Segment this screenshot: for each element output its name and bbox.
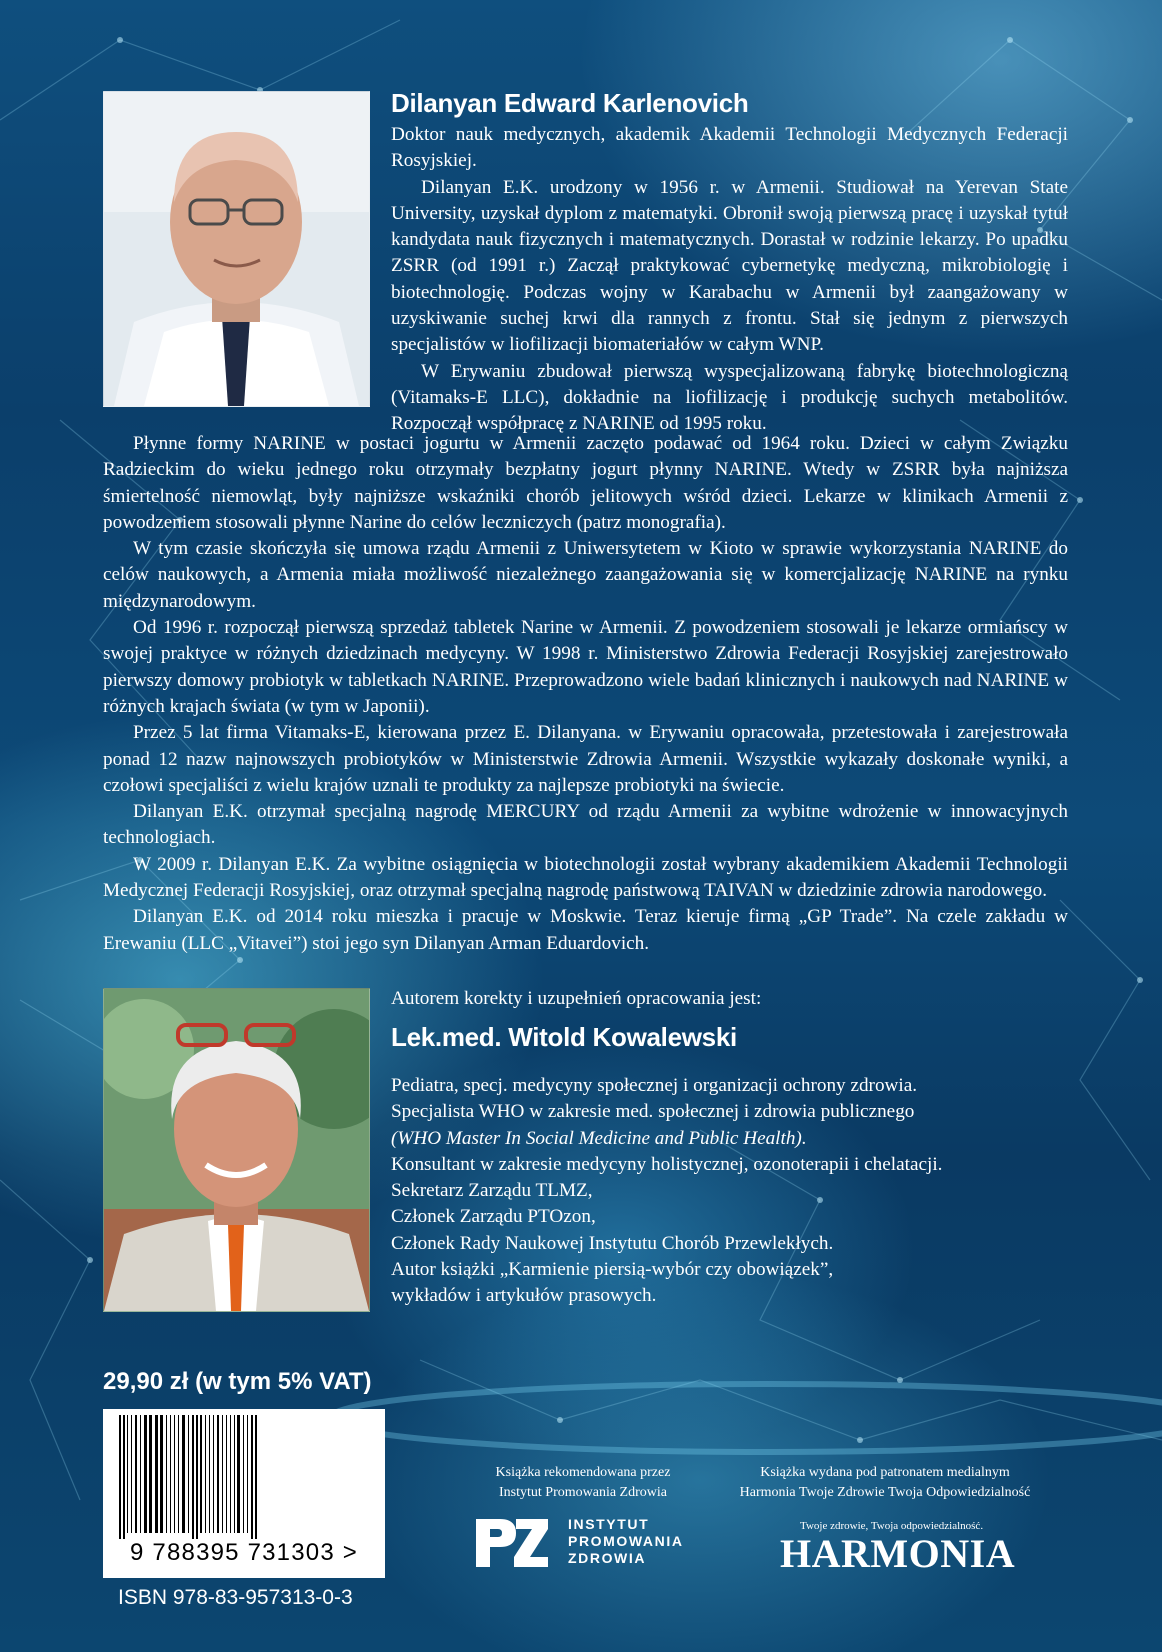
author1-bio-paragraph: Doktor nauk medycznych, akademik Akademii Technologii Medycznych Federacji Rosyjskiej. [391, 124, 1068, 172]
author2-bio-line: Członek Rady Naukowej Instytutu Chorób Przewlekłych. [391, 1232, 834, 1254]
barcode-bar [213, 1415, 214, 1533]
body-paragraph: Płynne formy NARINE w postaci jogurtu w Armenii zaczęto podawać od 1964 roku. Dzieci w całym Związku Radzieckim do wieku jednego roku otrzymały bezpłatny jogurt płynny NARINE. Wtedy w ZSRR była najniższa śmiertelność niemowląt, były najniższe wskaźniki chorób jelitowych wśród dzieci. Lekarze w klinikach Armenii z powodzeniem stosowali płynne Narine do celów leczniczych (patrz monografia). [103, 433, 1068, 533]
barcode [103, 1409, 385, 1578]
author2-bio-line: Członek Zarządu PTOzon, [391, 1206, 596, 1228]
author2-name: Lek.med. Witold Kowalewski [391, 1022, 737, 1052]
author2-bio-line: (WHO Master In Social Medicine and Public Health). [391, 1127, 807, 1149]
barcode-bar [123, 1415, 125, 1539]
author2-lead: Autorem korekty i uzupełnień opracowania jest: [391, 988, 762, 1009]
author2-bio-line: Specjalista WHO w zakresie med. społecznej i zdrowia publicznego [391, 1101, 915, 1123]
harmonia-caption-line: Książka wydana pod patronatem medialnym [760, 1465, 1010, 1480]
body-paragraph: Dilanyan E.K. otrzymał specjalną nagrodę MERCURY od rządu Armenii za wybitne wdrożenie w innowacyjnych technologiach. [103, 801, 1068, 849]
barcode-bar [170, 1415, 171, 1533]
barcode-bar [135, 1415, 137, 1533]
barcode-bar [230, 1415, 231, 1533]
author2-bio-line: Pediatra, specj. medycyny społecznej i organizacji ochrony zdrowia. [391, 1075, 918, 1096]
barcode-bar [160, 1415, 163, 1533]
author1-bio-paragraph: W Erywaniu zbudował pierwszą wyspecjalizowaną fabrykę biotechnologiczną (Vitamaks-E LLC), dokładnie na liofilizację i produkcję suchych metabolitów. Rozpoczął współpracę z NARINE od 1995 roku. [391, 360, 1068, 435]
harmonia-caption [720, 1463, 1050, 1503]
author-photo-dilanyan [103, 91, 370, 407]
ipz-logo-line: ZDROWIA [568, 1550, 647, 1566]
body-paragraph: W 2009 r. Dilanyan E.K. Za wybitne osiągnięcia w biotechnologii został wybrany akademikiem Akademii Technologii Medycznej Federacji Rosyjskiej, oraz otrzymał specjalną nagrodę państwową TAIVAN w dziedzinie zdrowia narodowego. [103, 853, 1068, 902]
barcode-bar [205, 1415, 206, 1533]
barcode-bar [200, 1415, 202, 1533]
ipz-logo-line: INSTYTUT [568, 1516, 650, 1532]
barcode-bar [237, 1415, 240, 1533]
barcode-bar [178, 1415, 179, 1533]
ipz-caption [452, 1463, 714, 1503]
price-label: 29,90 zł (w tym 5% VAT) [103, 1368, 372, 1395]
author2-bio [391, 1073, 1051, 1310]
barcode-bar [144, 1415, 147, 1533]
barcode-bar [234, 1415, 235, 1533]
ipz-caption-line: Książka rekomendowana przez [495, 1465, 671, 1480]
barcode-bar [226, 1415, 227, 1533]
barcode-bar [192, 1415, 194, 1539]
barcode-bar [209, 1415, 210, 1533]
barcode-bar [243, 1415, 244, 1533]
body-paragraph: Dilanyan E.K. od 2014 roku mieszka i pracuje w Moskwie. Teraz kieruje firmą „GP Trade”. Na czele zakładu w Erewaniu (LLC „Vitavei”) stoi jego syn Dilanyan Arman Eduardovich. [103, 906, 1068, 954]
barcode-bar [166, 1415, 167, 1533]
barcode-bar [222, 1415, 223, 1533]
barcode-bar [131, 1415, 132, 1533]
author1-name: Dilanyan Edward Karlenovich [391, 88, 749, 118]
barcode-bar [140, 1415, 141, 1533]
author2-bio-line: Konsultant w zakresie medycyny holistycznej, ozonoterapii i chelatacji. [391, 1153, 943, 1175]
barcode-bar [155, 1415, 158, 1533]
barcode-bars [103, 1409, 385, 1539]
harmonia-logo: HARMONIA [780, 1531, 1016, 1576]
ipz-logo-text [568, 1516, 684, 1567]
ipz-logo-icon [470, 1515, 550, 1570]
isbn-number: ISBN 978-83-957313-0-3 [118, 1586, 353, 1609]
ipz-logo-line: PROMOWANIA [568, 1533, 684, 1549]
author2-bio-line: wykładów i artykułów prasowych. [391, 1285, 657, 1307]
harmonia-tagline: Twoje zdrowie, Twoja odpowiedzialność. [800, 1520, 984, 1532]
harmonia-caption-line: Harmonia Twoje Zdrowie Twoja Odpowiedzialność [739, 1485, 1031, 1500]
body-paragraph: Przez 5 lat firma Vitamaks-E, kierowana przez E. Dilanyana. w Erywaniu opracowała, przetestowała i zarejestrowała ponad 12 nazw najnowszych probiotyków w Ministerstwie Zdrowia Armenii. Wszystkie wykazały doskonałe wyniki, a czołowi specjaliści z wielu krajów uznali te produkty za najlepsze probiotyki na świecie. [103, 722, 1068, 796]
barcode-bar [251, 1415, 253, 1539]
barcode-digits: 9 788395 731303 > [130, 1539, 358, 1566]
author2-bio-line: Sekretarz Zarządu TLMZ, [391, 1180, 593, 1202]
barcode-bar [174, 1415, 175, 1533]
barcode-bar [255, 1415, 257, 1539]
narine-history-text [103, 431, 1068, 957]
barcode-bar [182, 1415, 185, 1533]
author2-bio-line: Autor książki „Karmienie piersią-wybór czy obowiązek”, [391, 1259, 834, 1281]
barcode-bar [196, 1415, 198, 1539]
barcode-bar [247, 1415, 248, 1533]
author1-bio-paragraph: Dilanyan E.K. urodzony w 1956 r. w Armenii. Studiował na Yerevan State University, uzyskał dyplom z matematyki. Obronił swoją pierwszą pracę i uzyskał tytuł kandydata nauk fizycznych i matematycznych. Dorastał w rodzinie lekarzy. Po upadku ZSRR (od 1991 r.) Zaczął praktykować cybernetykę medyczną, mikrobiologię i biotechnologię. Podczas wojny w Karabachu w Armenii był zaangażowany w uzyskiwanie suchej krwi dla rannych z frontu. Stał się jednym z pierwszych specjalistów w liofilizacji biomateriałów w całym WNP. [391, 176, 1068, 356]
barcode-bar [188, 1415, 189, 1533]
ipz-caption-line: Instytut Promowania Zdrowia [499, 1485, 667, 1500]
body-paragraph: Od 1996 r. rozpoczął pierwszą sprzedaż tabletek Narine w Armenii. Z powodzeniem stosowali je lekarze ormiańscy w swojej praktyce w różnych dziedzinach medycyny. W 1998 r. Ministerstwo Zdrowia Federacji Rosyjskiej zarejestrowało pierwszy domowy probiotyk w tabletkach NARINE. Przeprowadzono wiele badań klinicznych i naukowych nad NARINE w różnych krajach świata (w tym w Japonii). [103, 617, 1068, 717]
author-photo-kowalewski [103, 988, 370, 1312]
author1-bio [391, 122, 1068, 438]
barcode-bar [127, 1415, 128, 1533]
barcode-bar [217, 1415, 219, 1533]
barcode-bar [149, 1415, 152, 1533]
barcode-bar [119, 1415, 121, 1539]
body-paragraph: W tym czasie skończyła się umowa rządu Armenii z Uniwersytetem w Kioto w sprawie wykorzystania NARINE do celów naukowych, a Armenia miała możliwość niezależnego zaangażowania się w komercjalizację NARINE na rynku międzynarodowym. [103, 538, 1068, 612]
